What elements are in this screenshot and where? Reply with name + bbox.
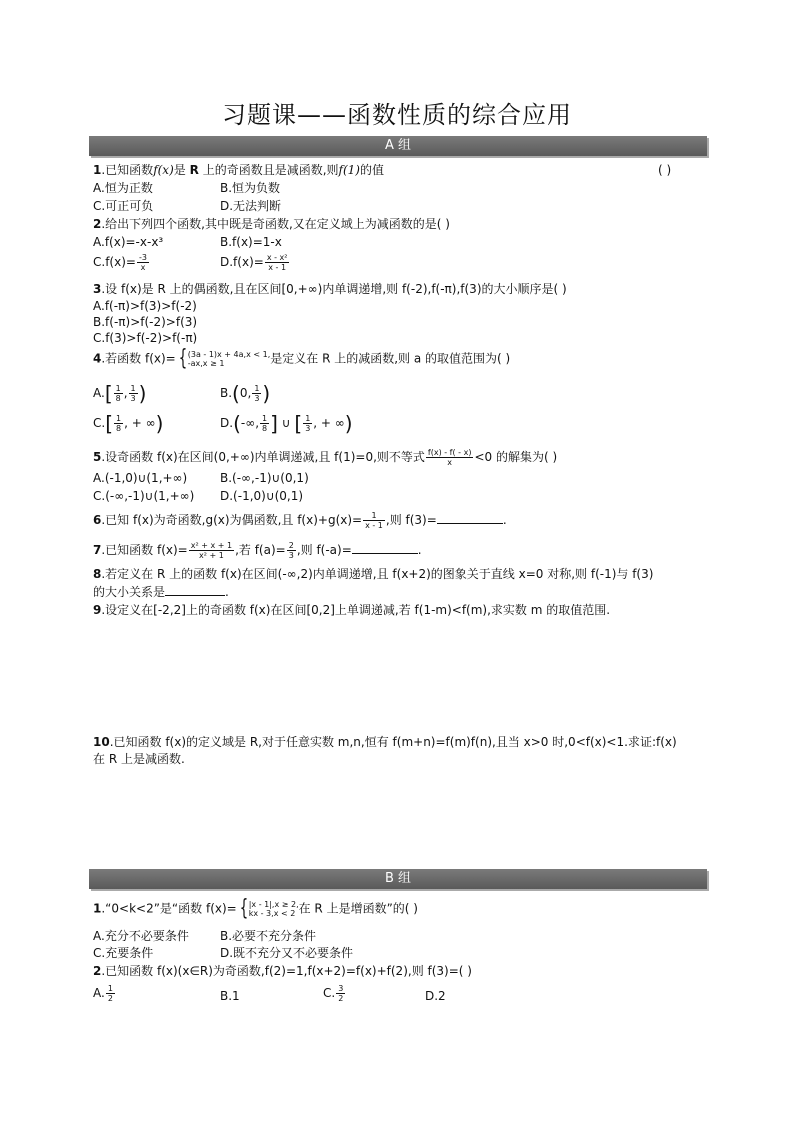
option-c: C.可正可负 <box>93 199 154 213</box>
option-d: D.2 <box>425 989 446 1003</box>
option-c: C. $\frac{3}{2}$ <box>323 984 344 1003</box>
option-c: C.充要条件 <box>93 946 154 960</box>
fraction: $\frac{\text{x - x²}}{x - 1}$ <box>266 253 288 272</box>
answer-paren: ( ) <box>658 163 672 177</box>
option-a: A.充分不必要条件 <box>93 929 189 943</box>
option-a: A.[ $\frac{1}{8}$ , $\frac{1}{3}$ ) <box>93 381 147 406</box>
question-9: 9.设定义在[-2,2]上的奇函数 f(x)在区间[0,2]上单调递减,若 f(1-m)<f(m),求实数 m 的取值范围. <box>93 603 611 617</box>
option-b: B.1 <box>220 989 240 1003</box>
option-c: C.f(3)>f(-2)>f(-π) <box>93 331 198 345</box>
fraction: $\frac{2}{3}$ <box>288 541 294 560</box>
fraction: $\frac{\text{x² + x + 1}}{\text{x² + 1}}$ <box>190 541 233 560</box>
option-a: A.f(x)=-x-x³ <box>93 235 164 249</box>
question-7: 7.已知函数 f(x)= $\frac{\text{x² + x + 1}}{\text{x² + 1}}$ ,若 f(a)= $\frac{2}{3}$ ,则 f(-a)= . <box>93 541 422 560</box>
option-c: C.f(x)= $\frac{-3}{x}$ <box>93 253 147 272</box>
question-10: 10.已知函数 f(x)的定义域是 R,对于任意实数 m,n,恒有 f(m+n)=f(m)f(n),且当 x>0 时,0<f(x)<1.求证:f(x) <box>93 735 677 749</box>
question-3: 3.设 f(x)是 R 上的偶函数,且在区间[0,+∞)内单调递增,则 f(-2),f(-π),f(3)的大小顺序是( ) <box>93 282 567 296</box>
question-5: 5.设奇函数 f(x)在区间(0,+∞)内单调递减,且 f(1)=0,则不等式 $\frac{f(x) - f( - x)}{x}$ <0 的解集为( ) <box>93 448 558 467</box>
option-d: D.无法判断 <box>220 199 282 213</box>
question-10-cont: 在 R 上是减函数. <box>93 752 185 766</box>
question-4: 4.若函数 f(x)= { (3a - 1)x + 4a,x < 1, -ax,x ≥ 1 是定义在 R 上的减函数,则 a 的取值范围为( ) <box>93 346 511 371</box>
question-1: 1.已知函数f(x)是 R 上的奇函数且是减函数,则f(1)的值 <box>93 163 384 177</box>
question-number: 1 <box>93 163 102 177</box>
option-b: B.(-∞,-1)∪(0,1) <box>220 471 309 485</box>
fraction: $\frac{f(x) - f( - x)}{x}$ <box>427 448 472 467</box>
answer-blank[interactable] <box>352 541 418 554</box>
option-a: A. $\frac{1}{2}$ <box>93 984 113 1003</box>
option-c: C.[ $\frac{1}{8}$ , + ∞) <box>93 411 164 436</box>
question-8: 8.若定义在 R 上的函数 f(x)在区间(-∞,2)内单调递增,且 f(x+2)的图象关于直线 x=0 对称,则 f(-1)与 f(3) <box>93 567 654 581</box>
option-d: D.f(x)= $\frac{\text{x - x²}}{x - 1}$ <box>220 253 288 272</box>
b-question-1: 1.“0<k<2”是“函数 f(x)= { |x - 1|,x ≥ 2, kx - 3,x < 2 在 R 上是增函数”的( ) <box>93 896 418 921</box>
piecewise-cases: |x - 1|,x ≥ 2, kx - 3,x < 2 <box>248 900 299 918</box>
answer-blank[interactable] <box>165 583 225 596</box>
option-d: D.既不充分又不必要条件 <box>220 946 354 960</box>
section-b-header: B 组 <box>89 869 707 889</box>
answer-blank[interactable] <box>437 511 503 524</box>
option-a: A.恒为正数 <box>93 181 153 195</box>
fraction: $\frac{-3}{x}$ <box>138 253 147 272</box>
question-6: 6.已知 f(x)为奇函数,g(x)为偶函数,且 f(x)+g(x)= $\frac{1}{x - 1}$ ,则 f(3)= . <box>93 511 507 530</box>
question-2: 2.给出下列四个函数,其中既是奇函数,又在定义域上为减函数的是( ) <box>93 217 450 231</box>
page-title: 习题课——函数性质的综合应用 <box>222 101 572 129</box>
option-b: B.f(-π)>f(-2)>f(3) <box>93 315 198 329</box>
option-b: B.(0, $\frac{1}{3}$ ) <box>220 381 271 406</box>
option-d: D.(-1,0)∪(0,1) <box>220 489 304 503</box>
fraction: $\frac{1}{x - 1}$ <box>365 511 383 530</box>
section-a-header: A 组 <box>89 136 707 156</box>
option-a: A.(-1,0)∪(1,+∞) <box>93 471 188 485</box>
option-b: B.f(x)=1-x <box>220 235 282 249</box>
option-b: B.必要不充分条件 <box>220 929 317 943</box>
option-c: C.(-∞,-1)∪(1,+∞) <box>93 489 195 503</box>
piecewise-cases: (3a - 1)x + 4a,x < 1, -ax,x ≥ 1 <box>187 350 271 368</box>
b-question-2: 2.已知函数 f(x)(x∈R)为奇函数,f(2)=1,f(x+2)=f(x)+f(2),则 f(3)=( ) <box>93 964 472 978</box>
option-b: B.恒为负数 <box>220 181 281 195</box>
question-8-cont: 的大小关系是 . <box>93 585 229 599</box>
option-d: D.(-∞, $\frac{1}{8}$ ] ∪ [ $\frac{1}{3}$ , + ∞) <box>220 411 353 436</box>
option-a: A.f(-π)>f(3)>f(-2) <box>93 299 197 313</box>
